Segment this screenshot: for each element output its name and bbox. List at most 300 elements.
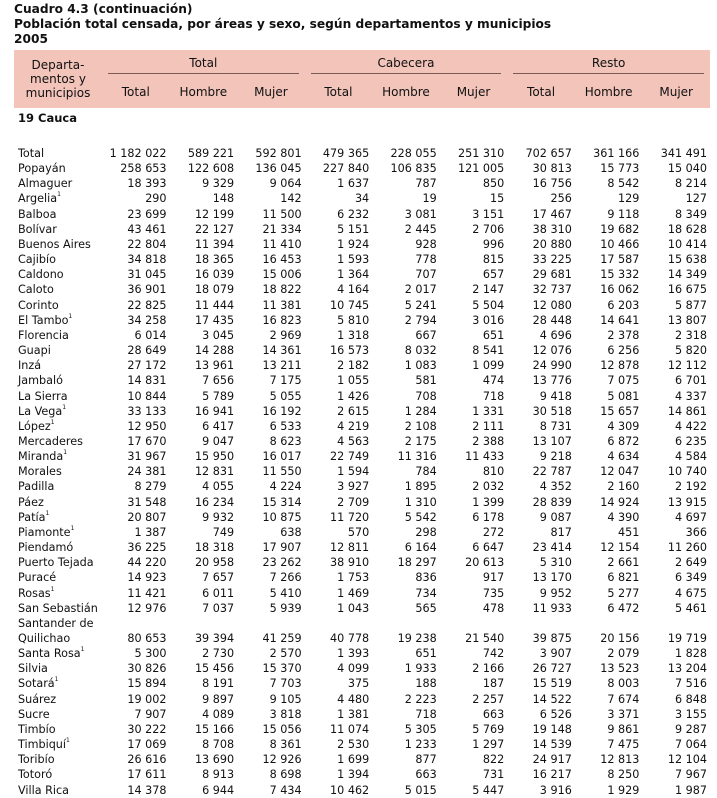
value-cell: 1 933 <box>404 662 437 676</box>
table-row <box>14 222 710 237</box>
municipality-name <box>14 601 102 616</box>
municipality-name <box>14 419 102 434</box>
value-cell: 34 818 <box>127 253 167 267</box>
value-cell: 8 003 <box>607 677 640 691</box>
value-cell: 5 151 <box>337 222 370 236</box>
value-cell: 8 708 <box>202 738 235 752</box>
value-cell: 2 166 <box>472 662 505 676</box>
spacer-row <box>14 130 710 146</box>
municipality-name <box>14 661 102 676</box>
value-cell: 5 410 <box>269 586 302 600</box>
value-cell: 8 623 <box>269 434 302 448</box>
table-row <box>14 282 710 297</box>
value-cell: 13 690 <box>194 753 235 767</box>
value-cell: 5 877 <box>674 298 707 312</box>
value-cell: 341 491 <box>660 147 707 160</box>
value-cell: 15 056 <box>262 722 302 736</box>
municipality-label: La Sierra <box>18 389 68 403</box>
value-cell: 638 <box>280 525 302 539</box>
value-cell: 16 192 <box>262 404 302 418</box>
table-row <box>14 646 710 661</box>
value-cell: 6 533 <box>269 419 302 433</box>
value-cell: 15 950 <box>194 450 235 464</box>
municipality-name <box>14 404 102 419</box>
value-cell: 11 933 <box>532 601 572 615</box>
value-cell: 6 848 <box>674 692 707 706</box>
value-cell: 11 394 <box>194 237 235 251</box>
municipality-label: Piendamó <box>18 541 74 555</box>
value-cell: 9 952 <box>539 586 572 600</box>
value-cell: 15 456 <box>194 662 235 676</box>
value-cell: 12 154 <box>600 541 640 555</box>
subheader-6: Total <box>507 76 575 108</box>
value-cell: 735 <box>482 586 505 600</box>
value-cell: 1 310 <box>404 495 437 509</box>
municipality-label: Timbío <box>18 722 56 736</box>
value-cell: 2 706 <box>472 222 505 236</box>
value-cell: 778 <box>415 253 437 267</box>
value-cell: 40 778 <box>330 632 370 645</box>
value-cell: 657 <box>482 268 505 282</box>
value-cell <box>102 616 170 631</box>
value-cell: 258 653 <box>120 162 167 176</box>
municipality-name <box>14 389 102 404</box>
value-cell: 16 017 <box>262 450 302 464</box>
value-cell: 734 <box>415 586 437 600</box>
value-cell: 5 277 <box>607 586 640 600</box>
value-cell: 9 118 <box>607 207 640 221</box>
value-cell: 14 831 <box>127 374 167 388</box>
municipality-label: Villa Rica <box>18 783 70 797</box>
value-cell: 2 182 <box>337 359 370 373</box>
municipality-label: Almaguer <box>18 177 73 191</box>
value-cell: 451 <box>618 525 640 539</box>
value-cell: 13 107 <box>532 434 572 448</box>
value-cell: 187 <box>482 677 505 691</box>
subheader-3: Total <box>305 76 373 108</box>
value-cell: 6 349 <box>674 571 707 585</box>
value-cell: 2 570 <box>269 647 302 661</box>
value-cell: 16 573 <box>330 344 370 358</box>
municipality-name <box>14 616 102 631</box>
value-cell: 663 <box>482 707 505 721</box>
value-cell: 41 259 <box>262 632 302 645</box>
value-cell: 6 232 <box>337 207 370 221</box>
value-cell: 11 381 <box>262 298 302 312</box>
value-cell: 18 297 <box>397 556 437 570</box>
value-cell: 10 414 <box>667 237 707 251</box>
value-cell <box>642 616 710 631</box>
value-cell: 6 203 <box>607 298 640 312</box>
value-cell: 8 541 <box>472 344 505 358</box>
subheader-row <box>14 76 710 108</box>
value-cell: 7 656 <box>202 374 235 388</box>
value-cell: 2 730 <box>202 647 235 661</box>
value-cell: 16 039 <box>194 268 235 282</box>
value-cell: 2 318 <box>674 328 707 342</box>
table-row <box>14 434 710 449</box>
municipality-name <box>14 298 102 313</box>
subheader-5: Mujer <box>440 76 508 108</box>
value-cell: 9 329 <box>202 177 235 191</box>
value-cell: 784 <box>415 465 437 479</box>
value-cell: 565 <box>415 601 437 615</box>
value-cell <box>237 616 305 631</box>
value-cell: 12 976 <box>127 601 167 615</box>
value-cell: 24 990 <box>532 359 572 373</box>
value-cell: 22 804 <box>127 237 167 251</box>
value-cell: 9 932 <box>202 510 235 524</box>
table-row <box>14 525 710 540</box>
value-cell: 3 151 <box>472 207 505 221</box>
table-row <box>14 676 710 691</box>
value-cell: 7 475 <box>607 738 640 752</box>
value-cell: 17 069 <box>127 738 167 752</box>
value-cell: 251 310 <box>458 147 505 160</box>
value-cell: 8 032 <box>404 344 437 358</box>
table-row <box>14 631 710 646</box>
footnote-marker: 1 <box>45 509 50 517</box>
value-cell: 38 910 <box>330 556 370 570</box>
value-cell: 11 316 <box>397 450 437 464</box>
header-group-resto-label: Resto <box>591 56 626 70</box>
municipality-name <box>14 267 102 282</box>
municipality-label: Jambaló <box>18 374 63 388</box>
value-cell: 127 <box>685 192 707 206</box>
municipality-label: Caloto <box>18 283 54 297</box>
value-cell: 663 <box>415 768 437 782</box>
value-cell: 375 <box>347 677 370 691</box>
value-cell: 815 <box>482 253 505 267</box>
value-cell: 11 444 <box>194 298 235 312</box>
value-cell: 16 756 <box>532 177 572 191</box>
value-cell: 12 950 <box>127 419 167 433</box>
municipality-name <box>14 434 102 449</box>
value-cell: 10 466 <box>600 237 640 251</box>
value-cell: 256 <box>550 192 572 206</box>
municipality-label: Rosas <box>18 586 51 600</box>
value-cell: 21 540 <box>465 632 505 645</box>
municipality-name <box>14 692 102 707</box>
municipality-name <box>14 328 102 343</box>
value-cell: 23 414 <box>532 541 572 555</box>
value-cell: 5 055 <box>269 389 302 403</box>
value-cell: 8 698 <box>269 768 302 782</box>
table-row <box>14 389 710 404</box>
value-cell: 3 045 <box>202 328 235 342</box>
value-cell: 14 861 <box>667 404 707 418</box>
table-row <box>14 464 710 479</box>
value-cell: 1 318 <box>337 328 370 342</box>
value-cell: 272 <box>482 525 505 539</box>
value-cell: 28 839 <box>532 495 572 509</box>
value-cell: 12 047 <box>600 465 640 479</box>
value-cell: 22 825 <box>127 298 167 312</box>
value-cell: 3 371 <box>607 707 640 721</box>
municipality-name <box>14 555 102 570</box>
municipality-name <box>14 191 102 206</box>
municipality-label: Balboa <box>18 207 57 221</box>
header-dep-line-2: mentos y <box>30 72 86 86</box>
value-cell: 10 745 <box>330 298 370 312</box>
value-cell: 1 182 022 <box>109 147 167 160</box>
value-cell <box>170 616 238 631</box>
value-cell: 16 453 <box>262 253 302 267</box>
value-cell: 13 776 <box>532 374 572 388</box>
value-cell: 1 924 <box>337 237 370 251</box>
value-cell: 15 332 <box>600 268 640 282</box>
value-cell: 17 435 <box>194 313 235 327</box>
footnote-marker: 1 <box>50 418 55 426</box>
value-cell: 23 262 <box>262 556 302 570</box>
value-cell: 4 055 <box>202 480 235 494</box>
header-departments <box>14 50 102 108</box>
value-cell: 8 349 <box>674 207 707 221</box>
value-cell: 1 055 <box>337 374 370 388</box>
footnote-marker: 1 <box>50 585 55 593</box>
value-cell: 227 840 <box>322 162 370 176</box>
value-cell: 7 037 <box>202 601 235 615</box>
value-cell: 16 217 <box>532 768 572 782</box>
value-cell: 7 516 <box>674 677 707 691</box>
table-row <box>14 586 710 601</box>
value-cell: 707 <box>415 268 437 282</box>
table-body <box>14 108 710 798</box>
value-cell: 6 647 <box>472 541 505 555</box>
value-cell: 1 364 <box>337 268 370 282</box>
table-row <box>14 555 710 570</box>
value-cell: 4 089 <box>202 707 235 721</box>
value-cell: 14 288 <box>194 344 235 358</box>
value-cell: 14 539 <box>532 738 572 752</box>
municipality-label: Santander de <box>18 616 94 630</box>
municipality-name <box>14 343 102 358</box>
value-cell: 18 365 <box>194 253 235 267</box>
value-cell: 1 297 <box>472 738 505 752</box>
value-cell: 30 826 <box>127 662 167 676</box>
value-cell: 1 929 <box>607 783 640 797</box>
value-cell: 17 907 <box>262 541 302 555</box>
value-cell: 1 394 <box>337 768 370 782</box>
value-cell: 17 670 <box>127 434 167 448</box>
value-cell: 5 504 <box>472 298 505 312</box>
value-cell: 11 410 <box>262 237 302 251</box>
table-row <box>14 692 710 707</box>
value-cell: 28 649 <box>127 344 167 358</box>
value-cell: 651 <box>415 647 437 661</box>
value-cell: 2 709 <box>337 495 370 509</box>
value-cell: 5 542 <box>404 510 437 524</box>
municipality-name <box>14 540 102 555</box>
value-cell: 38 310 <box>532 222 572 236</box>
value-cell: 6 944 <box>202 783 235 797</box>
caption-line-2: Población total censada, por áreas y sexo, según departamentos y municipios <box>14 17 552 31</box>
table-row <box>14 358 710 373</box>
header-group-total <box>102 50 305 76</box>
value-cell: 1 987 <box>674 783 707 797</box>
value-cell: 478 <box>482 601 505 615</box>
table-row <box>14 237 710 252</box>
value-cell: 8 250 <box>607 768 640 782</box>
value-cell: 36 901 <box>127 283 167 297</box>
value-cell: 6 701 <box>674 374 707 388</box>
table-row <box>14 313 710 328</box>
value-cell: 24 381 <box>127 465 167 479</box>
municipality-name <box>14 752 102 767</box>
value-cell: 31 548 <box>127 495 167 509</box>
value-cell: 7 266 <box>269 571 302 585</box>
value-cell: 20 807 <box>127 510 167 524</box>
header-group-cabecera <box>305 50 508 76</box>
header-group-resto <box>507 50 710 76</box>
value-cell: 11 433 <box>465 450 505 464</box>
value-cell: 6 178 <box>472 510 505 524</box>
table-row <box>14 146 710 161</box>
value-cell: 44 220 <box>127 556 167 570</box>
municipality-name <box>14 161 102 176</box>
value-cell: 20 958 <box>194 556 235 570</box>
value-cell: 9 087 <box>539 510 572 524</box>
value-cell: 9 064 <box>269 177 302 191</box>
value-cell: 1 469 <box>337 586 370 600</box>
municipality-label: Sucre <box>18 707 50 721</box>
value-cell: 1 393 <box>337 647 370 661</box>
value-cell: 8 214 <box>674 177 707 191</box>
value-cell: 11 500 <box>262 207 302 221</box>
table-row <box>14 252 710 267</box>
value-cell: 129 <box>618 192 640 206</box>
value-cell: 2 649 <box>674 556 707 570</box>
value-cell: 731 <box>482 768 505 782</box>
value-cell: 3 818 <box>269 707 302 721</box>
value-cell: 12 199 <box>194 207 235 221</box>
value-cell <box>440 616 508 631</box>
value-cell: 2 108 <box>404 419 437 433</box>
value-cell: 36 225 <box>127 541 167 555</box>
value-cell: 4 309 <box>607 419 640 433</box>
value-cell: 22 127 <box>194 222 235 236</box>
value-cell: 2 192 <box>674 480 707 494</box>
value-cell: 12 926 <box>262 753 302 767</box>
table-row <box>14 707 710 722</box>
value-cell <box>372 616 440 631</box>
header-dep-line-3: municipios <box>25 86 91 100</box>
municipality-label: Bolívar <box>18 222 57 236</box>
value-cell: 2 147 <box>472 283 505 297</box>
value-cell: 2 175 <box>404 434 437 448</box>
value-cell: 1 381 <box>337 707 370 721</box>
value-cell: 2 160 <box>607 480 640 494</box>
value-cell: 15 657 <box>600 404 640 418</box>
subheader-8: Mujer <box>642 76 710 108</box>
table-row <box>14 343 710 358</box>
municipality-label: Patía <box>18 510 46 524</box>
value-cell: 7 657 <box>202 571 235 585</box>
table-row <box>14 161 710 176</box>
municipality-label: Guapi <box>18 344 51 358</box>
value-cell: 106 835 <box>390 162 437 176</box>
municipality-name <box>14 282 102 297</box>
table-header <box>14 50 710 108</box>
value-cell: 15 166 <box>194 722 235 736</box>
value-cell: 7 967 <box>674 768 707 782</box>
subheader-1: Hombre <box>170 76 238 108</box>
value-cell: 18 822 <box>262 283 302 297</box>
value-cell <box>305 616 373 631</box>
value-cell: 12 831 <box>194 465 235 479</box>
value-cell: 10 462 <box>330 783 370 797</box>
value-cell: 4 219 <box>337 419 370 433</box>
value-cell: 8 542 <box>607 177 640 191</box>
value-cell: 8 191 <box>202 677 235 691</box>
table-caption <box>14 2 704 47</box>
value-cell: 7 674 <box>607 692 640 706</box>
value-cell: 4 422 <box>674 419 707 433</box>
municipality-label: Totoró <box>18 768 53 782</box>
value-cell: 9 047 <box>202 434 235 448</box>
value-cell: 718 <box>482 389 505 403</box>
table-row <box>14 737 710 752</box>
value-cell: 7 075 <box>607 374 640 388</box>
value-cell: 15 519 <box>532 677 572 691</box>
value-cell: 32 737 <box>532 283 572 297</box>
value-cell: 2 615 <box>337 404 370 418</box>
municipality-name <box>14 207 102 222</box>
municipality-name <box>14 767 102 782</box>
value-cell: 26 727 <box>532 662 572 676</box>
value-cell: 21 334 <box>262 222 302 236</box>
value-cell: 817 <box>550 525 572 539</box>
value-cell: 1 284 <box>404 404 437 418</box>
value-cell: 228 055 <box>390 147 437 160</box>
value-cell: 2 530 <box>337 738 370 752</box>
value-cell: 810 <box>482 465 505 479</box>
value-cell: 6 821 <box>607 571 640 585</box>
value-cell: 23 699 <box>127 207 167 221</box>
table-row <box>14 191 710 206</box>
municipality-label: Argelia <box>18 192 58 206</box>
subheader-7: Hombre <box>575 76 643 108</box>
value-cell: 2 388 <box>472 434 505 448</box>
value-cell: 12 104 <box>667 753 707 767</box>
value-cell: 6 235 <box>674 434 707 448</box>
value-cell: 33 225 <box>532 253 572 267</box>
value-cell: 19 238 <box>397 632 437 645</box>
table-row <box>14 328 710 343</box>
value-cell: 13 915 <box>667 495 707 509</box>
municipality-name <box>14 252 102 267</box>
municipality-name <box>14 722 102 737</box>
value-cell: 136 045 <box>255 162 302 176</box>
value-cell: 5 300 <box>134 647 167 661</box>
value-cell: 14 923 <box>127 571 167 585</box>
value-cell: 27 172 <box>127 359 167 373</box>
value-cell: 19 002 <box>127 692 167 706</box>
value-cell: 2 445 <box>404 222 437 236</box>
municipality-label: Florencia <box>18 328 69 342</box>
value-cell: 15 006 <box>262 268 302 282</box>
table-row <box>14 752 710 767</box>
value-cell: 15 <box>490 192 505 206</box>
value-cell: 3 916 <box>539 783 572 797</box>
value-cell: 4 696 <box>539 328 572 342</box>
value-cell: 8 731 <box>539 419 572 433</box>
municipality-name <box>14 449 102 464</box>
value-cell: 6 014 <box>134 328 167 342</box>
value-cell: 34 <box>354 192 370 206</box>
value-cell: 10 875 <box>262 510 302 524</box>
value-cell: 33 133 <box>127 404 167 418</box>
